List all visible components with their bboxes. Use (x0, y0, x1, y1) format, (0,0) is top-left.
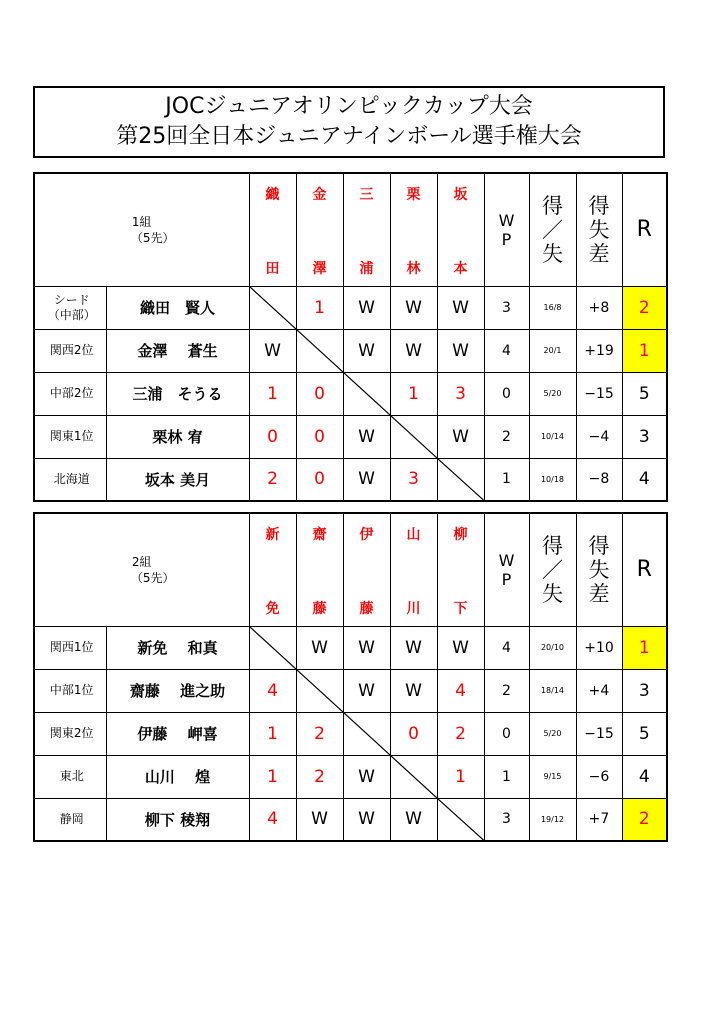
title-line-2: 第25回全日本ジュニアナインボール選手権大会 (116, 124, 582, 149)
self-match-cell (296, 329, 343, 372)
opponent-header-top: 栗 (406, 187, 421, 203)
player-name: 織田 賢人 (106, 286, 249, 329)
seed-label: 関東2位 (34, 712, 106, 755)
score-ratio: 10/18 (529, 458, 576, 501)
self-match-cell (296, 669, 343, 712)
opponent-header-top: 齋 (312, 527, 327, 543)
opponent-header-bottom: 本 (453, 260, 468, 277)
self-match-cell (437, 798, 484, 841)
wp-header (484, 173, 529, 286)
opponent-header-bottom: 浦 (359, 260, 374, 277)
wp-value: 4 (484, 329, 529, 372)
result-cell: 4 (437, 669, 484, 712)
self-match-cell (437, 458, 484, 501)
player-row (34, 372, 667, 415)
player-row (34, 286, 667, 329)
opponent-header-top: 山 (406, 527, 421, 543)
opponent-header-bottom: 藤 (359, 600, 374, 617)
wp-value: 0 (484, 712, 529, 755)
result-cell: W (343, 626, 390, 669)
result-cell: 1 (249, 755, 296, 798)
result-cell: 3 (437, 372, 484, 415)
diff-value: +10 (576, 626, 622, 669)
result-cell: 2 (296, 712, 343, 755)
opponent-header-bottom: 田 (265, 260, 280, 277)
wp-header (484, 513, 529, 626)
seed-label: 東北 (34, 755, 106, 798)
group-format: （5先） (130, 230, 175, 245)
group-name: 2組 (131, 554, 152, 569)
score-header-char: 失 (542, 241, 563, 266)
self-match-cell (249, 286, 296, 329)
result-cell: 0 (296, 415, 343, 458)
header-row (34, 513, 667, 626)
opponent-header-top: 坂 (453, 187, 468, 203)
result-cell: W (343, 798, 390, 841)
wp-header-w: W (498, 550, 515, 570)
diagonal-line (391, 416, 437, 458)
result-cell: 1 (437, 755, 484, 798)
group-name: 1組 (131, 214, 152, 229)
player-row (34, 755, 667, 798)
diff-value: −8 (576, 458, 622, 501)
self-match-cell (249, 626, 296, 669)
score-header-char: ／ (542, 217, 563, 242)
opponent-header (390, 513, 437, 626)
player-row (34, 798, 667, 841)
opponent-header (437, 513, 484, 626)
diagonal-line (344, 373, 390, 415)
opponent-header-top: 伊 (359, 527, 374, 543)
wp-value: 4 (484, 626, 529, 669)
score-ratio: 5/20 (529, 372, 576, 415)
diff-header-char: 失 (588, 217, 610, 242)
opponent-header (390, 173, 437, 286)
diff-value: +19 (576, 329, 622, 372)
player-name: 柳下 稜翔 (106, 798, 249, 841)
rank-value: 3 (622, 415, 667, 458)
seed-label: 関東1位 (34, 415, 106, 458)
result-cell: W (343, 755, 390, 798)
score-header (529, 173, 576, 286)
diagonal-line (297, 330, 343, 372)
wp-value: 1 (484, 458, 529, 501)
result-cell: 1 (249, 712, 296, 755)
score-header-char: 得 (542, 533, 563, 558)
result-cell: 0 (390, 712, 437, 755)
opponent-header-bottom: 林 (406, 260, 421, 277)
opponent-header-top: 新 (265, 527, 280, 543)
opponent-header-bottom: 下 (453, 600, 468, 617)
group-label (34, 513, 249, 626)
result-cell: W (296, 798, 343, 841)
result-cell: W (249, 329, 296, 372)
seed-label: 北海道 (34, 458, 106, 501)
score-ratio: 20/1 (529, 329, 576, 372)
diff-header-char: 得 (588, 193, 610, 218)
player-name: 新免 和真 (106, 626, 249, 669)
wp-value: 2 (484, 415, 529, 458)
result-cell: 4 (249, 669, 296, 712)
opponent-header (296, 513, 343, 626)
player-row (34, 712, 667, 755)
result-cell: 0 (296, 372, 343, 415)
player-row (34, 458, 667, 501)
diagonal-line (438, 459, 484, 501)
diagonal-line (250, 287, 296, 329)
player-name: 金澤 蒼生 (106, 329, 249, 372)
player-name: 伊藤 岬喜 (106, 712, 249, 755)
wp-header-p: P (501, 229, 512, 249)
score-header-char: ／ (542, 557, 563, 582)
seed-label: シード （中部） (34, 286, 106, 329)
result-cell: 4 (249, 798, 296, 841)
score-ratio: 9/15 (529, 755, 576, 798)
result-cell: W (296, 626, 343, 669)
result-cell: W (390, 626, 437, 669)
opponent-header (296, 173, 343, 286)
result-cell: W (437, 329, 484, 372)
rank-header: R (622, 513, 667, 626)
seed-label: 関西1位 (34, 626, 106, 669)
result-cell: 2 (437, 712, 484, 755)
diff-header-char: 得 (588, 533, 610, 558)
diagonal-line (391, 756, 437, 798)
result-cell: 1 (390, 372, 437, 415)
self-match-cell (343, 372, 390, 415)
rank-value: 5 (622, 712, 667, 755)
wp-value: 1 (484, 755, 529, 798)
score-ratio: 16/8 (529, 286, 576, 329)
rank-value: 2 (622, 286, 667, 329)
result-cell: W (343, 415, 390, 458)
result-cell: W (437, 415, 484, 458)
result-cell: W (390, 798, 437, 841)
rank-value: 2 (622, 798, 667, 841)
result-cell: W (390, 669, 437, 712)
seed-label: 中部2位 (34, 372, 106, 415)
diff-value: −15 (576, 372, 622, 415)
rank-value: 3 (622, 669, 667, 712)
diagonal-line (438, 799, 484, 841)
opponent-header-bottom: 澤 (312, 260, 327, 277)
diff-header-char: 失 (588, 557, 610, 582)
diagonal-line (297, 670, 343, 712)
opponent-header (343, 513, 390, 626)
self-match-cell (390, 755, 437, 798)
self-match-cell (390, 415, 437, 458)
diff-value: −4 (576, 415, 622, 458)
score-header-char: 失 (542, 581, 563, 606)
wp-value: 3 (484, 286, 529, 329)
player-name: 栗林 宥 (106, 415, 249, 458)
score-header (529, 513, 576, 626)
diagonal-line (250, 627, 296, 669)
rank-header: R (622, 173, 667, 286)
diff-value: −6 (576, 755, 622, 798)
diff-header-char: 差 (588, 241, 610, 266)
result-cell: 0 (296, 458, 343, 501)
score-ratio: 18/14 (529, 669, 576, 712)
result-cell: W (390, 329, 437, 372)
rank-value: 1 (622, 626, 667, 669)
title-line-1: JOCジュニアオリンピックカップ大会 (165, 94, 533, 119)
wp-value: 0 (484, 372, 529, 415)
player-name: 三浦 そうる (106, 372, 249, 415)
diff-header-char: 差 (588, 581, 610, 606)
diff-header (576, 173, 622, 286)
rank-value: 4 (622, 458, 667, 501)
title-box (33, 86, 665, 158)
result-cell: 1 (296, 286, 343, 329)
wp-header-p: P (501, 569, 512, 589)
diff-value: +7 (576, 798, 622, 841)
opponent-header-top: 柳 (453, 527, 468, 543)
seed-label: 静岡 (34, 798, 106, 841)
result-cell: W (343, 458, 390, 501)
player-row (34, 415, 667, 458)
result-cell: 2 (249, 458, 296, 501)
result-cell: W (343, 329, 390, 372)
opponent-header (249, 173, 296, 286)
opponent-header-top: 三 (359, 187, 374, 203)
player-name: 山川 煌 (106, 755, 249, 798)
result-cell: 3 (390, 458, 437, 501)
opponent-header (249, 513, 296, 626)
score-ratio: 5/20 (529, 712, 576, 755)
result-cell: 1 (249, 372, 296, 415)
group-1-table (33, 172, 668, 502)
diff-value: +8 (576, 286, 622, 329)
group-label (34, 173, 249, 286)
result-cell: W (343, 669, 390, 712)
player-row (34, 329, 667, 372)
wp-value: 2 (484, 669, 529, 712)
wp-header-w: W (498, 210, 515, 230)
group-format: （5先） (130, 570, 175, 585)
seed-label: 中部1位 (34, 669, 106, 712)
score-ratio: 20/10 (529, 626, 576, 669)
result-cell: 0 (249, 415, 296, 458)
diff-value: −15 (576, 712, 622, 755)
rank-value: 5 (622, 372, 667, 415)
opponent-header (343, 173, 390, 286)
opponent-header (437, 173, 484, 286)
self-match-cell (343, 712, 390, 755)
score-header-char: 得 (542, 193, 563, 218)
result-cell: 2 (296, 755, 343, 798)
diagonal-line (344, 713, 390, 755)
player-row (34, 626, 667, 669)
player-name: 坂本 美月 (106, 458, 249, 501)
diff-value: +4 (576, 669, 622, 712)
rank-value: 1 (622, 329, 667, 372)
result-cell: W (437, 626, 484, 669)
opponent-header-top: 金 (312, 187, 327, 203)
diff-header (576, 513, 622, 626)
player-name: 齋藤 進之助 (106, 669, 249, 712)
wp-value: 3 (484, 798, 529, 841)
opponent-header-bottom: 藤 (312, 600, 327, 617)
result-cell: W (437, 286, 484, 329)
group-2-table (33, 512, 668, 842)
opponent-header-bottom: 川 (406, 600, 421, 617)
score-ratio: 10/14 (529, 415, 576, 458)
result-cell: W (390, 286, 437, 329)
header-row (34, 173, 667, 286)
result-cell: W (343, 286, 390, 329)
score-ratio: 19/12 (529, 798, 576, 841)
opponent-header-top: 織 (265, 187, 280, 203)
rank-value: 4 (622, 755, 667, 798)
seed-label: 関西2位 (34, 329, 106, 372)
opponent-header-bottom: 免 (265, 600, 280, 617)
player-row (34, 669, 667, 712)
